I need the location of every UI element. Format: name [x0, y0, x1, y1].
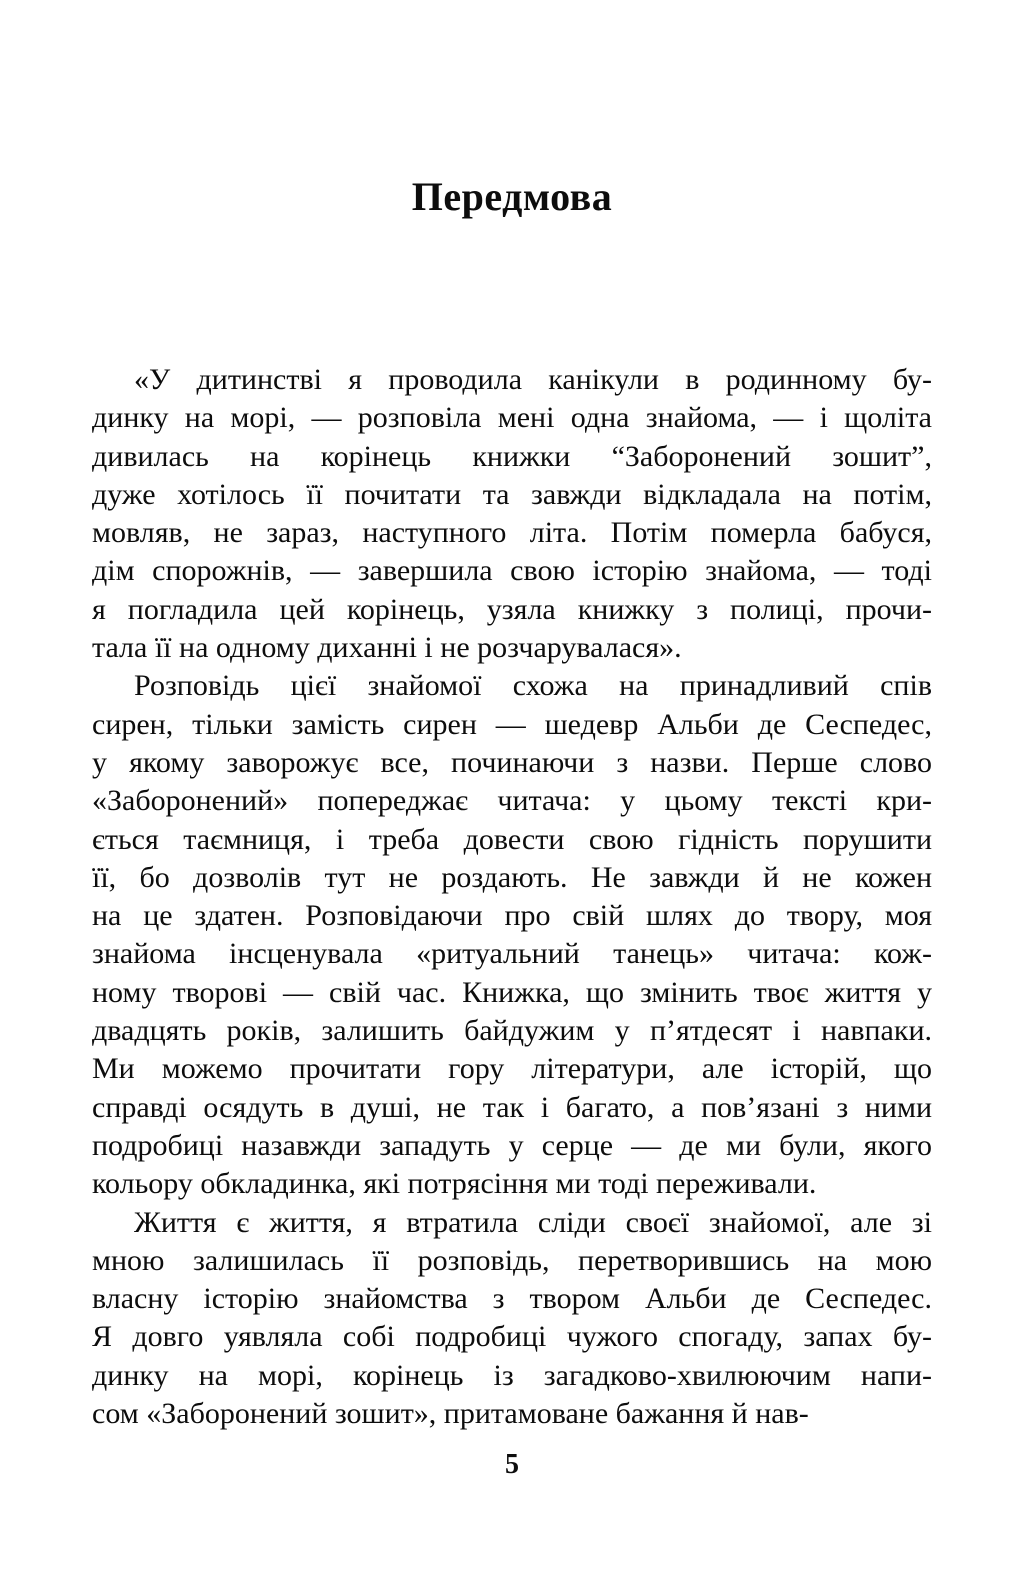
- text-line: у якому заворожує все, починаючи з назви. Перше слово: [92, 745, 932, 779]
- text-line: «У дитинстві я проводила канікули в родинному бу-: [134, 363, 932, 396]
- text-line: Розповідь цієї знайомої схожа на принадливий спів: [134, 669, 932, 703]
- text-line: справді осядуть в душі, не так і багато, а пов’язані з ними: [92, 1090, 932, 1124]
- text-line: її, бо дозволів тут не роздають. Не завжди й не кожен: [92, 860, 932, 894]
- text-line: кольору обкладинка, які потрясіння ми тоді переживали.: [92, 1167, 817, 1201]
- text-line: Ми можемо прочитати гору літератури, але історій, що: [92, 1052, 932, 1086]
- text-line: подробиці назавжди западуть у серце — де ми були, якого: [92, 1128, 932, 1162]
- text-line: «Заборонений» попереджає читача: у цьому тексті кри-: [92, 784, 932, 818]
- body-text: [92, 361, 932, 1433]
- text-line: дім спорожнів, — завершила свою історію знайома, — тоді: [92, 554, 932, 588]
- text-line: власну історію знайомства з твором Альби де Сеспедес.: [92, 1282, 932, 1316]
- text-line: на це здатен. Розповідаючи про свій шлях до твору, моя: [92, 899, 932, 933]
- text-line: тала її на одному диханні і не розчарувалася».: [92, 631, 682, 665]
- text-line: сирен, тільки замість сирен — шедевр Альби де Сеспедес,: [92, 707, 932, 741]
- text-line: мною залишилась її розповідь, перетворившись на мою: [92, 1243, 932, 1277]
- paragraph: [92, 1204, 932, 1434]
- text-line: дивилась на корінець книжки “Заборонений зошит”,: [92, 439, 932, 473]
- chapter-title: Передмова: [411, 174, 613, 219]
- text-line: ється таємниця, і треба довести свою гідність порушити: [92, 822, 932, 856]
- text-line: Я довго уявляла собі подробиці чужого спогаду, запах бу-: [92, 1320, 932, 1354]
- text-line: динку на морі, корінець із загадково-хвилюючим напи-: [92, 1358, 932, 1392]
- text-line: я погладила цей корінець, узяла книжку з полиці, прочи-: [92, 592, 932, 626]
- paragraph: [92, 361, 932, 667]
- paragraph: [92, 667, 932, 1203]
- text-line: сом «Заборонений зошит», притамоване бажання й нав-: [92, 1397, 809, 1431]
- text-line: Життя є життя, я втратила сліди своєї знайомої, але зі: [134, 1205, 932, 1239]
- text-line: мовляв, не зараз, наступного літа. Потім померла бабуся,: [92, 516, 932, 550]
- text-line: ному творові — свій час. Книжка, що змінить твоє життя у: [92, 975, 932, 1009]
- text-line: дуже хотілось її почитати та завжди відкладала на потім,: [92, 477, 932, 511]
- text-line: знайома інсценувала «ритуальний танець» читача: кож-: [92, 937, 932, 971]
- text-line: двадцять років, залишить байдужим у п’ятдесят і навпаки.: [92, 1014, 932, 1048]
- page-number: 5: [505, 1449, 519, 1480]
- text-line: динку на морі, — розповіла мені одна знайома, — і щоліта: [92, 401, 932, 435]
